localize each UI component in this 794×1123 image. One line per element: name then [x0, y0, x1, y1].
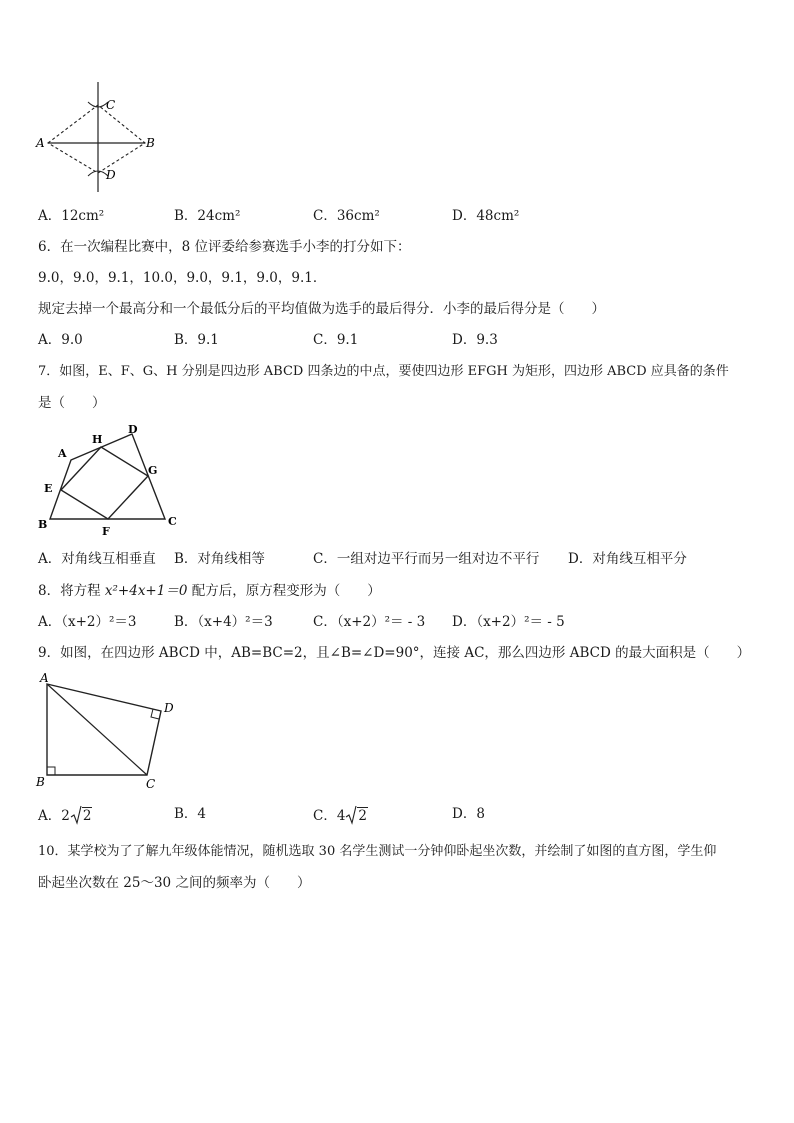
q5-label-d: D [106, 168, 116, 182]
q9-option-a-sqrt [70, 805, 93, 825]
q7-label-b: B [38, 518, 48, 531]
radical-sign-icon [345, 805, 357, 825]
q5-label-a: A [36, 136, 45, 150]
q9-right-angle-b [47, 767, 55, 775]
q8-stem-pre: 8．将方程 [38, 583, 105, 599]
q8-option-a: A．（x+2）²＝3 [38, 614, 137, 630]
radical-sign-icon [70, 805, 82, 825]
q7-option-d: D．对角线互相平分 [568, 551, 687, 567]
q7-label-e: E [44, 482, 53, 495]
q8-option-c: C．（x+2）²＝ - 3 [313, 614, 426, 630]
q9-option-a [38, 805, 92, 825]
q10-stem-line1: 10．某学校为了了解九年级体能情况，随机选取 30 名学生测试一分钟仰卧起坐次数，并绘制了如图的直方图，学生仰 [38, 844, 717, 859]
q7-option-a: A．对角线互相垂直 [38, 551, 156, 567]
q9-option-a-radicand: 2 [82, 808, 92, 824]
q9-option-c-prefix: C．4 [313, 808, 346, 824]
q7-label-d: D [128, 423, 138, 436]
q10-stem-line2: 卧起坐次数在 25～30 之间的频率为（ ） [38, 875, 311, 891]
q9-quad-abcd [47, 684, 161, 775]
q8-stem [38, 582, 381, 600]
q6-stem: 6．在一次编程比赛中，8 位评委给参赛选手小李的打分如下： [38, 239, 411, 255]
q7-option-c: C．一组对边平行而另一组对边不平行 [313, 551, 540, 567]
q5-option-c: C．36cm² [313, 208, 380, 224]
q8-equation: x²+4x+1＝0 [104, 583, 188, 599]
q6-option-d: D．9.3 [452, 332, 498, 348]
q7-stem-line1: 7．如图，E、F、G、H 分别是四边形 ABCD 四条边的中点，要使四边形 EFGH 为矩形，四边形 ABCD 应具备的条件 [38, 364, 729, 379]
q9-option-c-radicand: 2 [358, 808, 368, 824]
q6-scores: 9.0，9.0，9.1，10.0，9.0，9.1，9.0，9.1． [38, 270, 327, 286]
q9-figure-quadrilateral [30, 668, 190, 796]
q9-label-b: B [36, 775, 45, 789]
q9-option-a-prefix: A．2 [38, 808, 70, 824]
q9-label-c: C [146, 777, 156, 791]
q9-option-c-sqrt [345, 805, 368, 825]
q7-label-c: C [168, 515, 177, 528]
q8-option-b: B．（x+4）²＝3 [174, 614, 273, 630]
q7-label-h: H [92, 433, 103, 446]
q6-option-b: B．9.1 [174, 332, 219, 348]
q9-diagonal-ac [47, 684, 147, 775]
q5-label-b: B [146, 136, 155, 150]
q6-option-c: C．9.1 [313, 332, 359, 348]
q5-rhombus-outline [48, 105, 145, 173]
q5-figure-rhombus [30, 78, 170, 198]
q9-stem: 9．如图，在四边形 ABCD 中，AB=BC=2，且∠B=∠D=90°，连接 AC，那么四边形 ABCD 的最大面积是（ ） [38, 645, 751, 661]
q7-stem-line2: 是（ ） [38, 395, 106, 411]
q5-label-c: C [106, 98, 116, 112]
q7-label-a: A [58, 447, 67, 460]
q9-label-a: A [40, 671, 49, 685]
q7-figure-midpoint-quadrilateral [30, 418, 190, 538]
q8-stem-post: 配方后，原方程变形为（ ） [187, 583, 381, 599]
q9-label-d: D [164, 701, 174, 715]
q5-option-b: B．24cm² [174, 208, 241, 224]
q5-option-a: A．12cm² [38, 208, 105, 224]
q6-rule: 规定去掉一个最高分和一个最低分后的平均值做为选手的最后得分．小李的最后得分是（ ） [38, 301, 605, 317]
q9-option-c [313, 805, 368, 825]
q5-option-d: D．48cm² [452, 208, 520, 224]
q6-option-a: A．9.0 [38, 332, 83, 348]
q7-option-b: B．对角线相等 [174, 551, 265, 567]
q7-label-g: G [148, 464, 158, 477]
q9-option-b: B．4 [174, 806, 207, 822]
q8-option-d: D．（x+2）²＝ - 5 [452, 614, 565, 630]
q7-label-f: F [102, 525, 110, 538]
q7-quad-efgh [61, 447, 148, 519]
q9-option-d: D．8 [452, 806, 485, 822]
